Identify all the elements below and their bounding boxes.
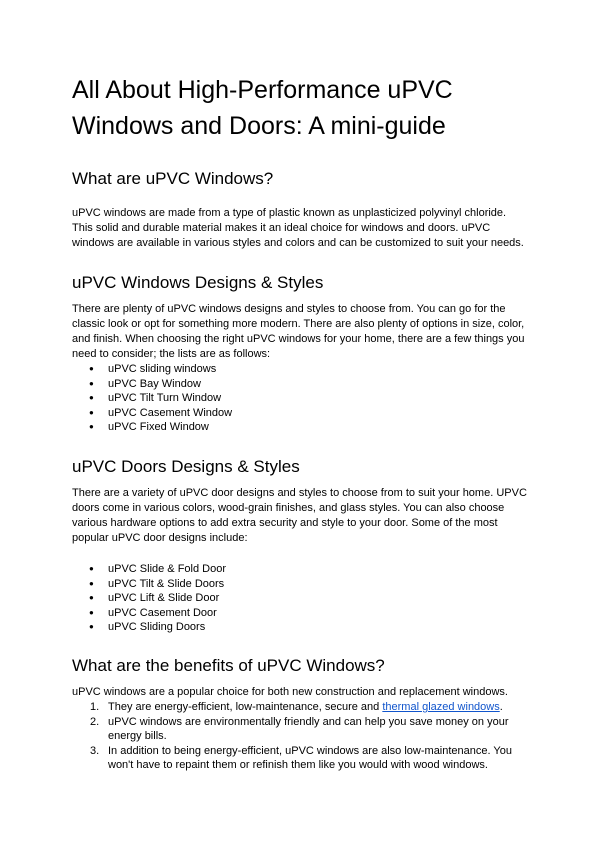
section-paragraph-window-designs: There are plenty of uPVC windows designs and styles to choose from. You can go for the classic look or opt for something more modern. There are also plenty of options in size, color, and finish. When choosing the right uPVC windows for your home, there are a few things you need to consider; the lists are as follows: xyxy=(72,303,525,360)
door-designs-list xyxy=(72,562,528,635)
list-item-text: uPVC windows are environmentally friendly and can help you save money on your energy bills. xyxy=(108,715,509,743)
list-number: 1. xyxy=(90,700,100,713)
list-item xyxy=(72,700,528,715)
list-item: ● uPVC Tilt & Slide Doors xyxy=(72,577,528,592)
list-item: ● uPVC Fixed Window xyxy=(72,420,528,435)
section-heading-door-designs: uPVC Doors Designs & Styles xyxy=(72,456,300,476)
section-heading-what: What are uPVC Windows? xyxy=(72,169,274,188)
list-number: 2. xyxy=(90,715,100,728)
section-paragraph-what: uPVC windows are made from a type of plastic known as unplasticized polyvinyl chloride. This solid and durable material makes it an ideal choice for windows and doors. uPVC windows are available in various styles and colors and can be customized to suit your needs. xyxy=(72,207,524,249)
list-item xyxy=(72,744,528,773)
section-paragraph-door-designs: There are a variety of uPVC door designs and styles to choose from to suit your home. UPVC doors come in various colors, wood-grain finishes, and glass styles. You can also choose various hardware options to add extra security and style to your door. Some of the most popular uPVC door designs include: xyxy=(72,486,527,544)
list-item: ● uPVC Lift & Slide Door xyxy=(72,591,528,606)
list-item-text-end: . xyxy=(499,700,503,713)
list-item-text: In addition to being energy-efficient, uPVC windows are also low-maintenance. You won't have to repaint them or refinish them like you would with wood windows. xyxy=(108,744,512,772)
document-title: All About High-Performance uPVC Windows and Doors: A mini-guide xyxy=(72,76,453,140)
thermal-glazed-windows-link[interactable]: thermal glazed windows xyxy=(382,700,500,713)
list-item: ● uPVC Tilt Turn Window xyxy=(72,391,528,406)
section-paragraph-benefits: uPVC windows are a popular choice for both new construction and replacement windows. xyxy=(72,685,508,698)
list-item: ● uPVC Casement Window xyxy=(72,406,528,421)
window-designs-list xyxy=(72,362,528,435)
list-item: ● uPVC Slide & Fold Door xyxy=(72,562,528,577)
benefits-list xyxy=(72,700,528,773)
list-item: ● uPVC Casement Door xyxy=(72,606,528,621)
section-heading-window-designs: uPVC Windows Designs & Styles xyxy=(72,273,324,292)
list-item: ● uPVC Bay Window xyxy=(72,377,528,392)
list-item xyxy=(72,715,528,744)
list-item: ● uPVC Sliding Doors xyxy=(72,620,528,635)
list-item-text: They are energy-efficient, low-maintenance, secure and xyxy=(108,700,383,713)
section-heading-benefits: What are the benefits of uPVC Windows? xyxy=(72,655,385,675)
list-number: 3. xyxy=(90,744,100,757)
list-item: ● uPVC sliding windows xyxy=(72,362,528,377)
